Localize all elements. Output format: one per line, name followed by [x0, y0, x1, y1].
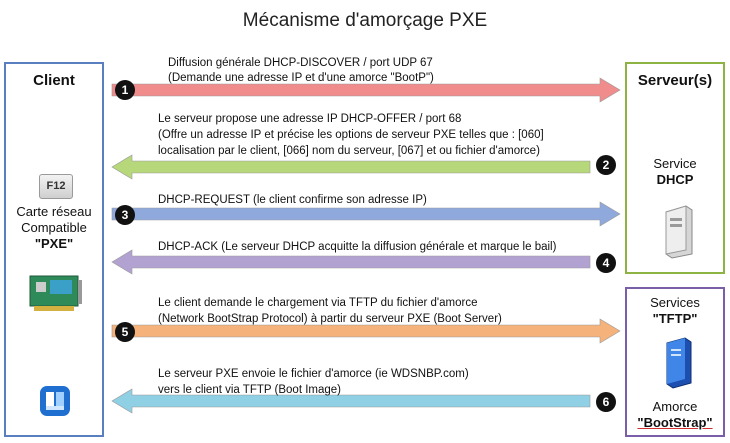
- step-2-line2: (Offre un adresse IP et précise les options de serveur PXE telles que : [060]: [158, 129, 544, 141]
- services-label: Services: [650, 295, 700, 310]
- card-line3: "PXE": [34, 236, 74, 251]
- client-title: Client: [33, 72, 75, 89]
- step-6-line1: Le serveur PXE envoie le fichier d'amorce (ie WDSNBP.com): [158, 368, 469, 380]
- step-2-line3: localisation par le client, [066] nom du serveur, [067] et ou fichier d'amorce): [158, 145, 540, 157]
- f12-key-icon: F12: [39, 174, 73, 199]
- step-2-badge: 2: [596, 155, 616, 175]
- step-6-line2: vers le client via TFTP (Boot Image): [158, 384, 342, 396]
- card-line1: Carte réseau: [16, 204, 92, 219]
- step-6-badge: 6: [596, 392, 616, 412]
- server-title: Serveur(s): [637, 72, 713, 89]
- step-1-line1: Diffusion générale DHCP-DISCOVER / port UDP 67: [168, 57, 433, 69]
- step-2-line1: Le serveur propose une adresse IP DHCP-OFFER / port 68: [158, 113, 462, 125]
- step-1-line2: (Demande une adresse IP et d'une amorce "BootP"): [168, 72, 434, 84]
- service-label: Service: [653, 156, 697, 171]
- card-line2: Compatible: [21, 220, 87, 235]
- step-4-line1: DHCP-ACK (Le serveur DHCP acquitte la diffusion générale et marque le bail): [158, 241, 557, 253]
- step-1-badge: 1: [115, 80, 135, 100]
- tftp-label: "TFTP": [652, 311, 698, 326]
- diagram-title: Mécanisme d'amorçage PXE: [242, 10, 488, 31]
- step-3-badge: 3: [115, 205, 135, 225]
- amorce-label: Amorce: [652, 399, 698, 414]
- step-3-line1: DHCP-REQUEST (le client confirme son adresse IP): [158, 194, 427, 206]
- step-5-badge: 5: [115, 322, 135, 342]
- step-4-badge: 4: [596, 253, 616, 273]
- dhcp-label: DHCP: [656, 172, 694, 187]
- bootstrap-text: "BootStrap": [637, 415, 713, 430]
- step-5-line2: (Network BootStrap Protocol) à partir du serveur PXE (Boot Server): [158, 313, 502, 325]
- step-5-line1: Le client demande le chargement via TFTP du fichier d'amorce: [158, 297, 478, 309]
